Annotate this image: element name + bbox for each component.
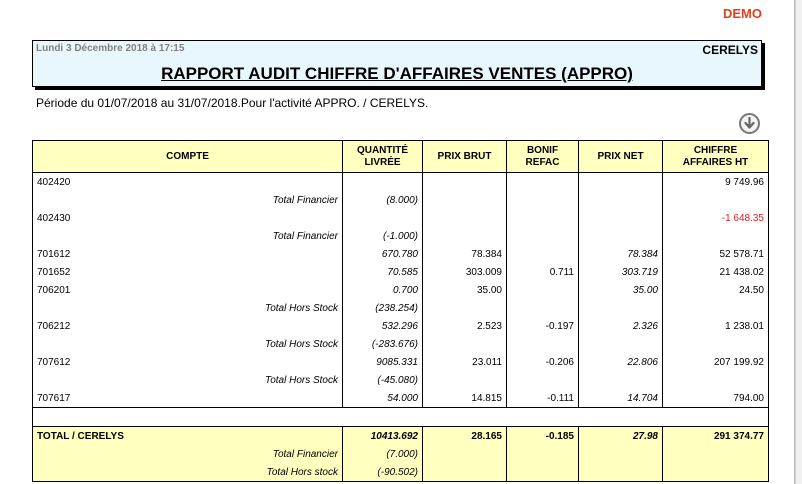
row-quantite: 54.000 [343, 389, 423, 408]
row-bonif: -0.206 [507, 353, 579, 371]
row-bonif: -0.111 [507, 389, 579, 408]
row-compte: 701652 [33, 263, 343, 281]
row-quantite: 532.296 [343, 317, 423, 335]
totals-section [33, 427, 769, 482]
row-ca [663, 335, 769, 353]
table-row [33, 335, 769, 353]
row-bonif [507, 299, 579, 317]
col-header-prix-brut: PRIX BRUT [423, 141, 507, 173]
table-row [33, 317, 769, 335]
row-prix-brut: 14.815 [423, 389, 507, 408]
row-prix-brut [423, 191, 507, 209]
row-prix-net: 14.704 [579, 389, 663, 408]
row-quantite: 670.780 [343, 245, 423, 263]
total-sub-label: Total Hors stock [33, 463, 343, 482]
row-subtotal-label: Total Hors Stock [33, 371, 343, 389]
row-compte: 701612 [33, 245, 343, 263]
row-prix-net: 22.806 [579, 353, 663, 371]
total-sub-quantite: (7.000) [343, 445, 423, 463]
row-compte: 706201 [33, 281, 343, 299]
table-row [33, 191, 769, 209]
row-ca [663, 227, 769, 245]
row-ca [663, 299, 769, 317]
row-ca: 794.00 [663, 389, 769, 408]
row-prix-brut [423, 227, 507, 245]
row-quantite: 9085.331 [343, 353, 423, 371]
total-ca: 291 374.77 [663, 427, 769, 446]
row-bonif [507, 245, 579, 263]
row-prix-brut: 23.011 [423, 353, 507, 371]
arrow-down-circle-icon [743, 117, 756, 130]
download-button[interactable] [739, 113, 760, 134]
row-prix-brut: 35.00 [423, 281, 507, 299]
row-ca: 9 749.96 [663, 173, 769, 192]
row-quantite: (8.000) [343, 191, 423, 209]
row-prix-brut [423, 209, 507, 227]
demo-label: DEMO [723, 6, 762, 21]
report-header [32, 40, 762, 87]
company-name: CERELYS [702, 43, 758, 57]
row-subtotal-label: Total Financier [33, 227, 343, 245]
total-label: TOTAL / CERELYS [33, 427, 343, 446]
col-header-ca: CHIFFRE AFFAIRES HT [663, 141, 769, 173]
row-ca: 21 438.02 [663, 263, 769, 281]
table-body [33, 173, 769, 408]
col-header-compte: COMPTE [33, 141, 343, 173]
row-compte: 402430 [33, 209, 343, 227]
total-sub-row [33, 463, 769, 482]
row-bonif [507, 209, 579, 227]
row-prix-net: 78.384 [579, 245, 663, 263]
table-row [33, 389, 769, 408]
report-date: Lundi 3 Décembre 2018 à 17:15 [36, 43, 185, 54]
row-ca: -1 648.35 [663, 209, 769, 227]
row-bonif [507, 281, 579, 299]
table-row [33, 371, 769, 389]
row-bonif [507, 191, 579, 209]
row-quantite: (238.254) [343, 299, 423, 317]
sales-table [32, 140, 769, 482]
row-ca: 1 238.01 [663, 317, 769, 335]
row-prix-net [579, 299, 663, 317]
total-prix-brut: 28.165 [423, 427, 507, 446]
row-prix-net: 2.326 [579, 317, 663, 335]
row-quantite: 70.585 [343, 263, 423, 281]
row-bonif [507, 227, 579, 245]
row-prix-brut [423, 173, 507, 192]
table-row [33, 281, 769, 299]
total-sub-row [33, 445, 769, 463]
row-prix-brut [423, 371, 507, 389]
row-prix-brut: 2.523 [423, 317, 507, 335]
col-header-bonif: BONIF REFAC [507, 141, 579, 173]
row-prix-brut: 303.009 [423, 263, 507, 281]
table-row [33, 263, 769, 281]
table-row [33, 173, 769, 192]
total-bonif: -0.185 [507, 427, 579, 446]
table-row [33, 245, 769, 263]
row-subtotal-label: Total Financier [33, 191, 343, 209]
row-ca: 52 578.71 [663, 245, 769, 263]
row-quantite: 0.700 [343, 281, 423, 299]
report-title: RAPPORT AUDIT CHIFFRE D'AFFAIRES VENTES (APPRO) [161, 64, 633, 83]
row-ca: 207 199.92 [663, 353, 769, 371]
row-prix-brut [423, 299, 507, 317]
col-header-quantite: QUANTITÉ LIVRÉE [343, 141, 423, 173]
row-prix-net [579, 335, 663, 353]
row-quantite [343, 173, 423, 192]
total-prix-net: 27.98 [579, 427, 663, 446]
table-row [33, 353, 769, 371]
row-prix-net [579, 371, 663, 389]
row-quantite: (-45.080) [343, 371, 423, 389]
row-ca [663, 371, 769, 389]
row-prix-brut [423, 335, 507, 353]
row-prix-net: 35.00 [579, 281, 663, 299]
vertical-scrollbar[interactable] [795, 0, 802, 484]
row-subtotal-label: Total Hors Stock [33, 299, 343, 317]
row-compte: 402420 [33, 173, 343, 192]
row-prix-net [579, 173, 663, 192]
period-description: Période du 01/07/2018 au 31/07/2018.Pour l'activité APPRO. / CERELYS. [36, 96, 429, 110]
total-quantite: 10413.692 [343, 427, 423, 446]
table-row [33, 227, 769, 245]
row-ca [663, 191, 769, 209]
row-compte: 707612 [33, 353, 343, 371]
row-bonif [507, 173, 579, 192]
row-bonif: 0.711 [507, 263, 579, 281]
row-prix-net [579, 227, 663, 245]
row-subtotal-label: Total Hors Stock [33, 335, 343, 353]
row-compte: 706212 [33, 317, 343, 335]
total-sub-label: Total Financier [33, 445, 343, 463]
table-row [33, 209, 769, 227]
row-bonif: -0.197 [507, 317, 579, 335]
row-bonif [507, 335, 579, 353]
total-row [33, 427, 769, 446]
row-prix-net: 303.719 [579, 263, 663, 281]
table-row [33, 299, 769, 317]
row-prix-brut: 78.384 [423, 245, 507, 263]
row-compte: 707617 [33, 389, 343, 408]
row-ca: 24.50 [663, 281, 769, 299]
row-quantite: (-1.000) [343, 227, 423, 245]
total-sub-quantite: (-90.502) [343, 463, 423, 482]
col-header-prix-net: PRIX NET [579, 141, 663, 173]
table-header-row [33, 141, 769, 173]
row-quantite [343, 209, 423, 227]
row-quantite: (-283.676) [343, 335, 423, 353]
row-bonif [507, 371, 579, 389]
row-prix-net [579, 209, 663, 227]
row-prix-net [579, 191, 663, 209]
